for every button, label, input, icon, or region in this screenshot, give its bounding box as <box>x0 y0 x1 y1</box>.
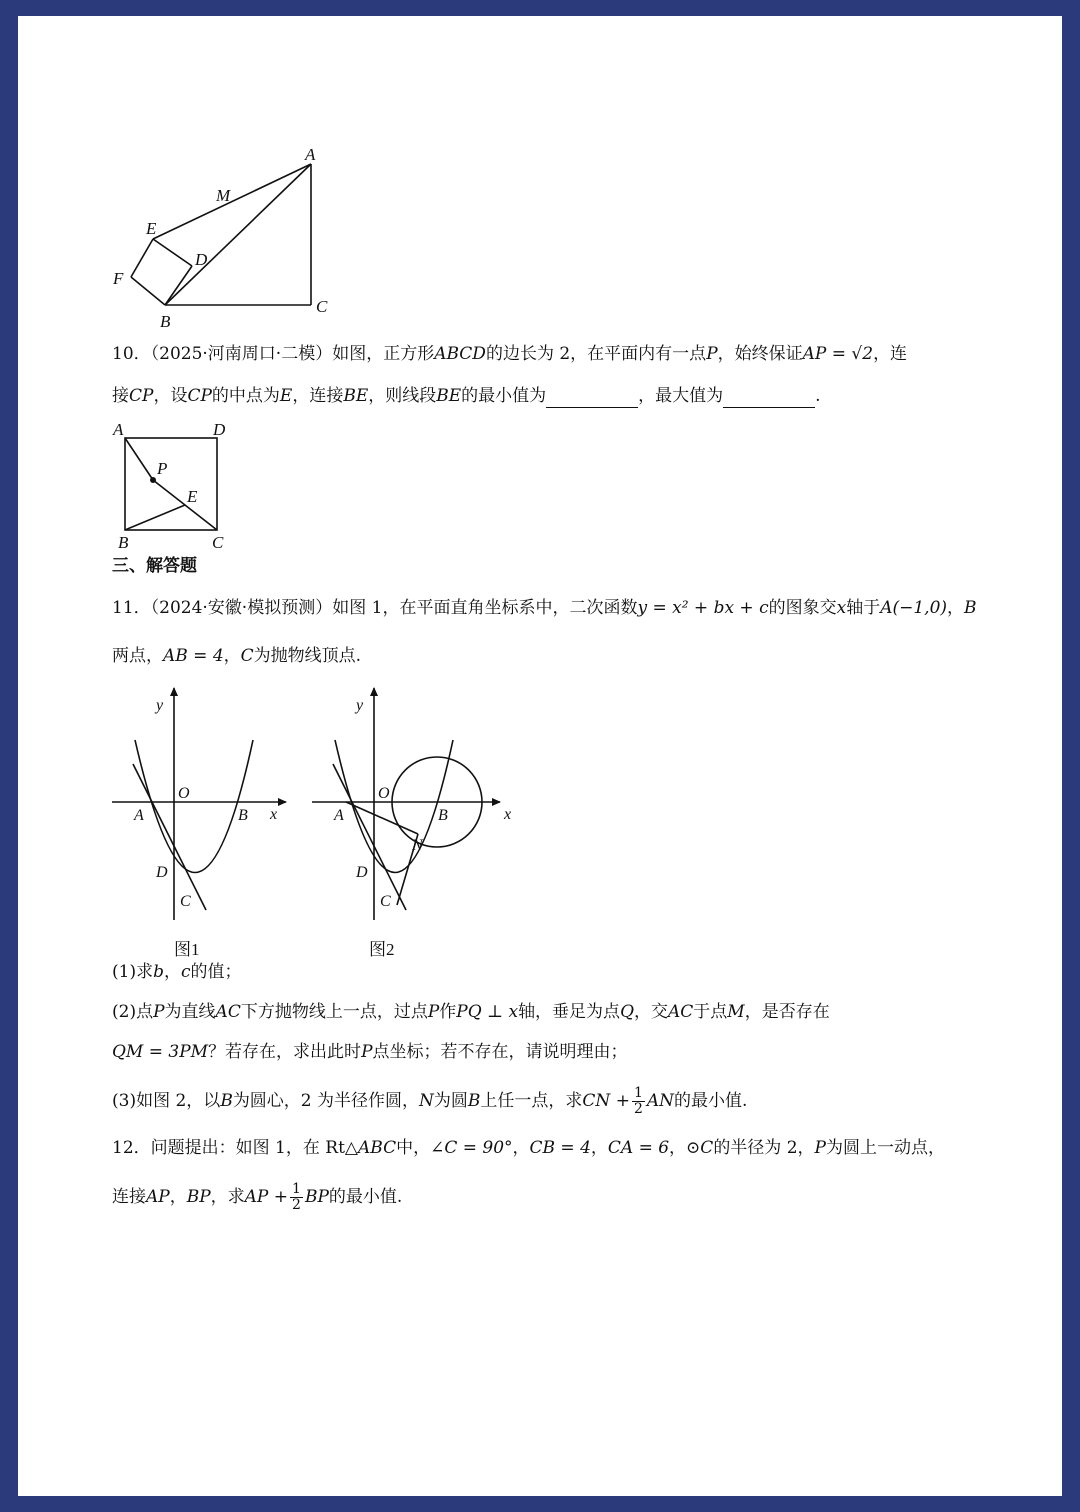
label-B: B <box>438 807 448 824</box>
q12-number: 12． <box>112 1138 151 1158</box>
label-A: A <box>334 807 344 824</box>
math: AP <box>146 1187 170 1207</box>
math: c <box>180 962 191 982</box>
text: ， <box>590 1138 608 1158</box>
text: 两点， <box>112 646 163 666</box>
answer-blank-min[interactable] <box>546 389 638 408</box>
text: ，连 <box>873 344 908 364</box>
math: PQ ⊥ x <box>456 1002 519 1022</box>
text: 下方抛物线上一点，过点 <box>240 1002 428 1022</box>
text: 点坐标；若不存在，请说明理由； <box>372 1042 628 1062</box>
parabola-figure-2 <box>304 680 524 960</box>
y-axis-label: y <box>356 697 364 714</box>
math: QM = 3PM <box>112 1042 209 1062</box>
text: ，设 <box>153 386 188 406</box>
figure-caption: 图2 <box>369 940 395 959</box>
text: 为圆上一动点， <box>826 1138 945 1158</box>
q12-line2 <box>112 1182 402 1213</box>
math: CB = 4 <box>529 1138 591 1158</box>
text: ，交 <box>634 1002 668 1022</box>
text: 的最小值. <box>674 1091 748 1111</box>
text: ， <box>223 646 241 666</box>
text: 中， <box>396 1138 431 1158</box>
math: ⊙C <box>686 1138 714 1158</box>
math: C <box>240 646 254 666</box>
figure-caption: 图1 <box>174 940 200 959</box>
q11-part2-line2 <box>112 1040 628 1064</box>
label-D: D <box>156 864 168 881</box>
numerator: 1 <box>292 1181 301 1197</box>
text: 轴于 <box>846 598 881 618</box>
text: 连接 <box>112 1187 146 1207</box>
text: 问题提出：如图 1，在 Rt△ <box>150 1138 358 1158</box>
math: AC <box>668 1002 694 1022</box>
math: b <box>153 962 164 982</box>
math: AP + <box>244 1187 289 1207</box>
x-axis-label: x <box>504 806 512 823</box>
math: P <box>814 1138 826 1158</box>
math: BP <box>304 1187 329 1207</box>
text: 为直线 <box>164 1002 216 1022</box>
math: x <box>836 598 847 618</box>
math: ∠C = 90° <box>430 1138 513 1158</box>
math: CP <box>129 386 154 406</box>
math: B <box>964 598 977 618</box>
text: ，连接 <box>292 386 344 406</box>
q11-line1 <box>112 596 977 620</box>
math: B <box>220 1091 233 1111</box>
math: ABC <box>357 1138 397 1158</box>
text: 如图 1，在平面直角坐标系中，二次函数 <box>332 598 638 618</box>
text: 为圆 <box>433 1091 468 1111</box>
q10-source: （2025·河南周口·二模） <box>150 344 333 364</box>
math: CP <box>187 386 212 406</box>
text: ，最大值为 <box>638 386 724 406</box>
text: ， <box>947 598 965 618</box>
q12-line1 <box>112 1136 945 1160</box>
square-figure <box>110 420 240 552</box>
q11-line2 <box>112 644 361 668</box>
text: 的中点为 <box>211 386 280 406</box>
text: ， <box>163 962 181 982</box>
section-heading: 三、解答题 <box>112 556 197 576</box>
text: 为圆心，2 为半径作圆， <box>232 1091 420 1111</box>
label-C: C <box>212 533 224 552</box>
math: AC <box>215 1002 241 1022</box>
text: . <box>815 386 821 406</box>
label-B: B <box>118 533 129 552</box>
label-C: C <box>180 893 191 910</box>
math: BE <box>343 386 369 406</box>
text: ？若存在，求出此时 <box>208 1042 362 1062</box>
label-D: D <box>195 250 208 269</box>
text: (1)求 <box>112 962 154 982</box>
numerator: 1 <box>633 1085 643 1101</box>
text: 为抛物线顶点. <box>253 646 362 666</box>
triangle-square-figure <box>106 144 346 334</box>
q10-line2 <box>112 384 821 408</box>
denominator: 2 <box>633 1101 643 1117</box>
q10-line1 <box>112 342 907 366</box>
math: P <box>153 1002 165 1022</box>
text: 的最小值为 <box>461 386 547 406</box>
math: P <box>706 344 718 364</box>
math: BE <box>436 386 462 406</box>
math: AP = √2 <box>802 344 874 364</box>
text: ， <box>669 1138 687 1158</box>
label-B: B <box>160 312 171 331</box>
label-C: C <box>380 893 391 910</box>
label-M: M <box>216 186 231 205</box>
label-B: B <box>238 807 248 824</box>
worksheet-page <box>18 16 1062 1496</box>
label-C: C <box>316 297 328 316</box>
text: ，求 <box>210 1187 245 1207</box>
q11-source: （2024·安徽·模拟预测） <box>150 598 333 618</box>
label-A: A <box>134 807 144 824</box>
math: N <box>419 1091 434 1111</box>
answer-blank-max[interactable] <box>723 389 815 408</box>
math: y = x² + bx + c <box>637 598 769 618</box>
label-E: E <box>187 487 198 506</box>
text: 作 <box>439 1002 457 1022</box>
math: BP <box>186 1187 211 1207</box>
text: 如图，正方形 <box>332 344 435 364</box>
text: 接 <box>112 386 129 406</box>
label-D: D <box>356 864 368 881</box>
text: (2)点 <box>112 1002 154 1022</box>
math: AN <box>646 1091 675 1111</box>
text: ，始终保证 <box>717 344 803 364</box>
fraction-half <box>632 1086 645 1117</box>
math: M <box>727 1002 745 1022</box>
math: Q <box>620 1002 634 1022</box>
math: B <box>467 1091 481 1111</box>
text: 的边长为 2，在平面内有一点 <box>485 344 707 364</box>
label-E: E <box>146 219 157 238</box>
text: 的最小值. <box>328 1187 403 1207</box>
label-O: O <box>378 785 390 802</box>
label-A: A <box>113 420 124 439</box>
math: A(−1,0) <box>880 598 948 618</box>
math: P <box>427 1002 440 1022</box>
text: 的半径为 2， <box>713 1138 815 1158</box>
label-A: A <box>305 145 316 164</box>
label-F: F <box>113 269 124 288</box>
label-N: N <box>412 837 423 854</box>
math: CN + <box>582 1091 630 1111</box>
math: E <box>279 386 293 406</box>
text: ， <box>512 1138 530 1158</box>
text: 的图象交 <box>768 598 837 618</box>
label-P: P <box>157 459 168 478</box>
text: ，是否存在 <box>744 1002 830 1022</box>
denominator: 2 <box>292 1197 301 1213</box>
math: ABCD <box>434 344 486 364</box>
x-axis-label: x <box>270 806 278 823</box>
text: 上任一点，求 <box>480 1091 583 1111</box>
parabola-figure-1 <box>104 680 304 960</box>
text: ， <box>169 1187 187 1207</box>
q11-part2-line1 <box>112 1000 830 1024</box>
q10-number: 10． <box>112 344 151 364</box>
y-axis-label: y <box>156 697 164 714</box>
math: AB = 4 <box>163 646 224 666</box>
text: 轴，垂足为点 <box>518 1002 621 1022</box>
q11-number: 11． <box>112 598 151 618</box>
label-D: D <box>213 420 226 439</box>
q11-part3 <box>112 1086 747 1117</box>
label-O: O <box>178 785 190 802</box>
math: P <box>361 1042 373 1062</box>
text: 的值； <box>190 962 242 982</box>
text: ，则线段 <box>368 386 437 406</box>
text: 于点 <box>693 1002 728 1022</box>
fraction-half <box>290 1182 303 1213</box>
text: (3)如图 2，以 <box>112 1091 221 1111</box>
q11-part1 <box>112 960 242 984</box>
math: CA = 6 <box>607 1138 670 1158</box>
